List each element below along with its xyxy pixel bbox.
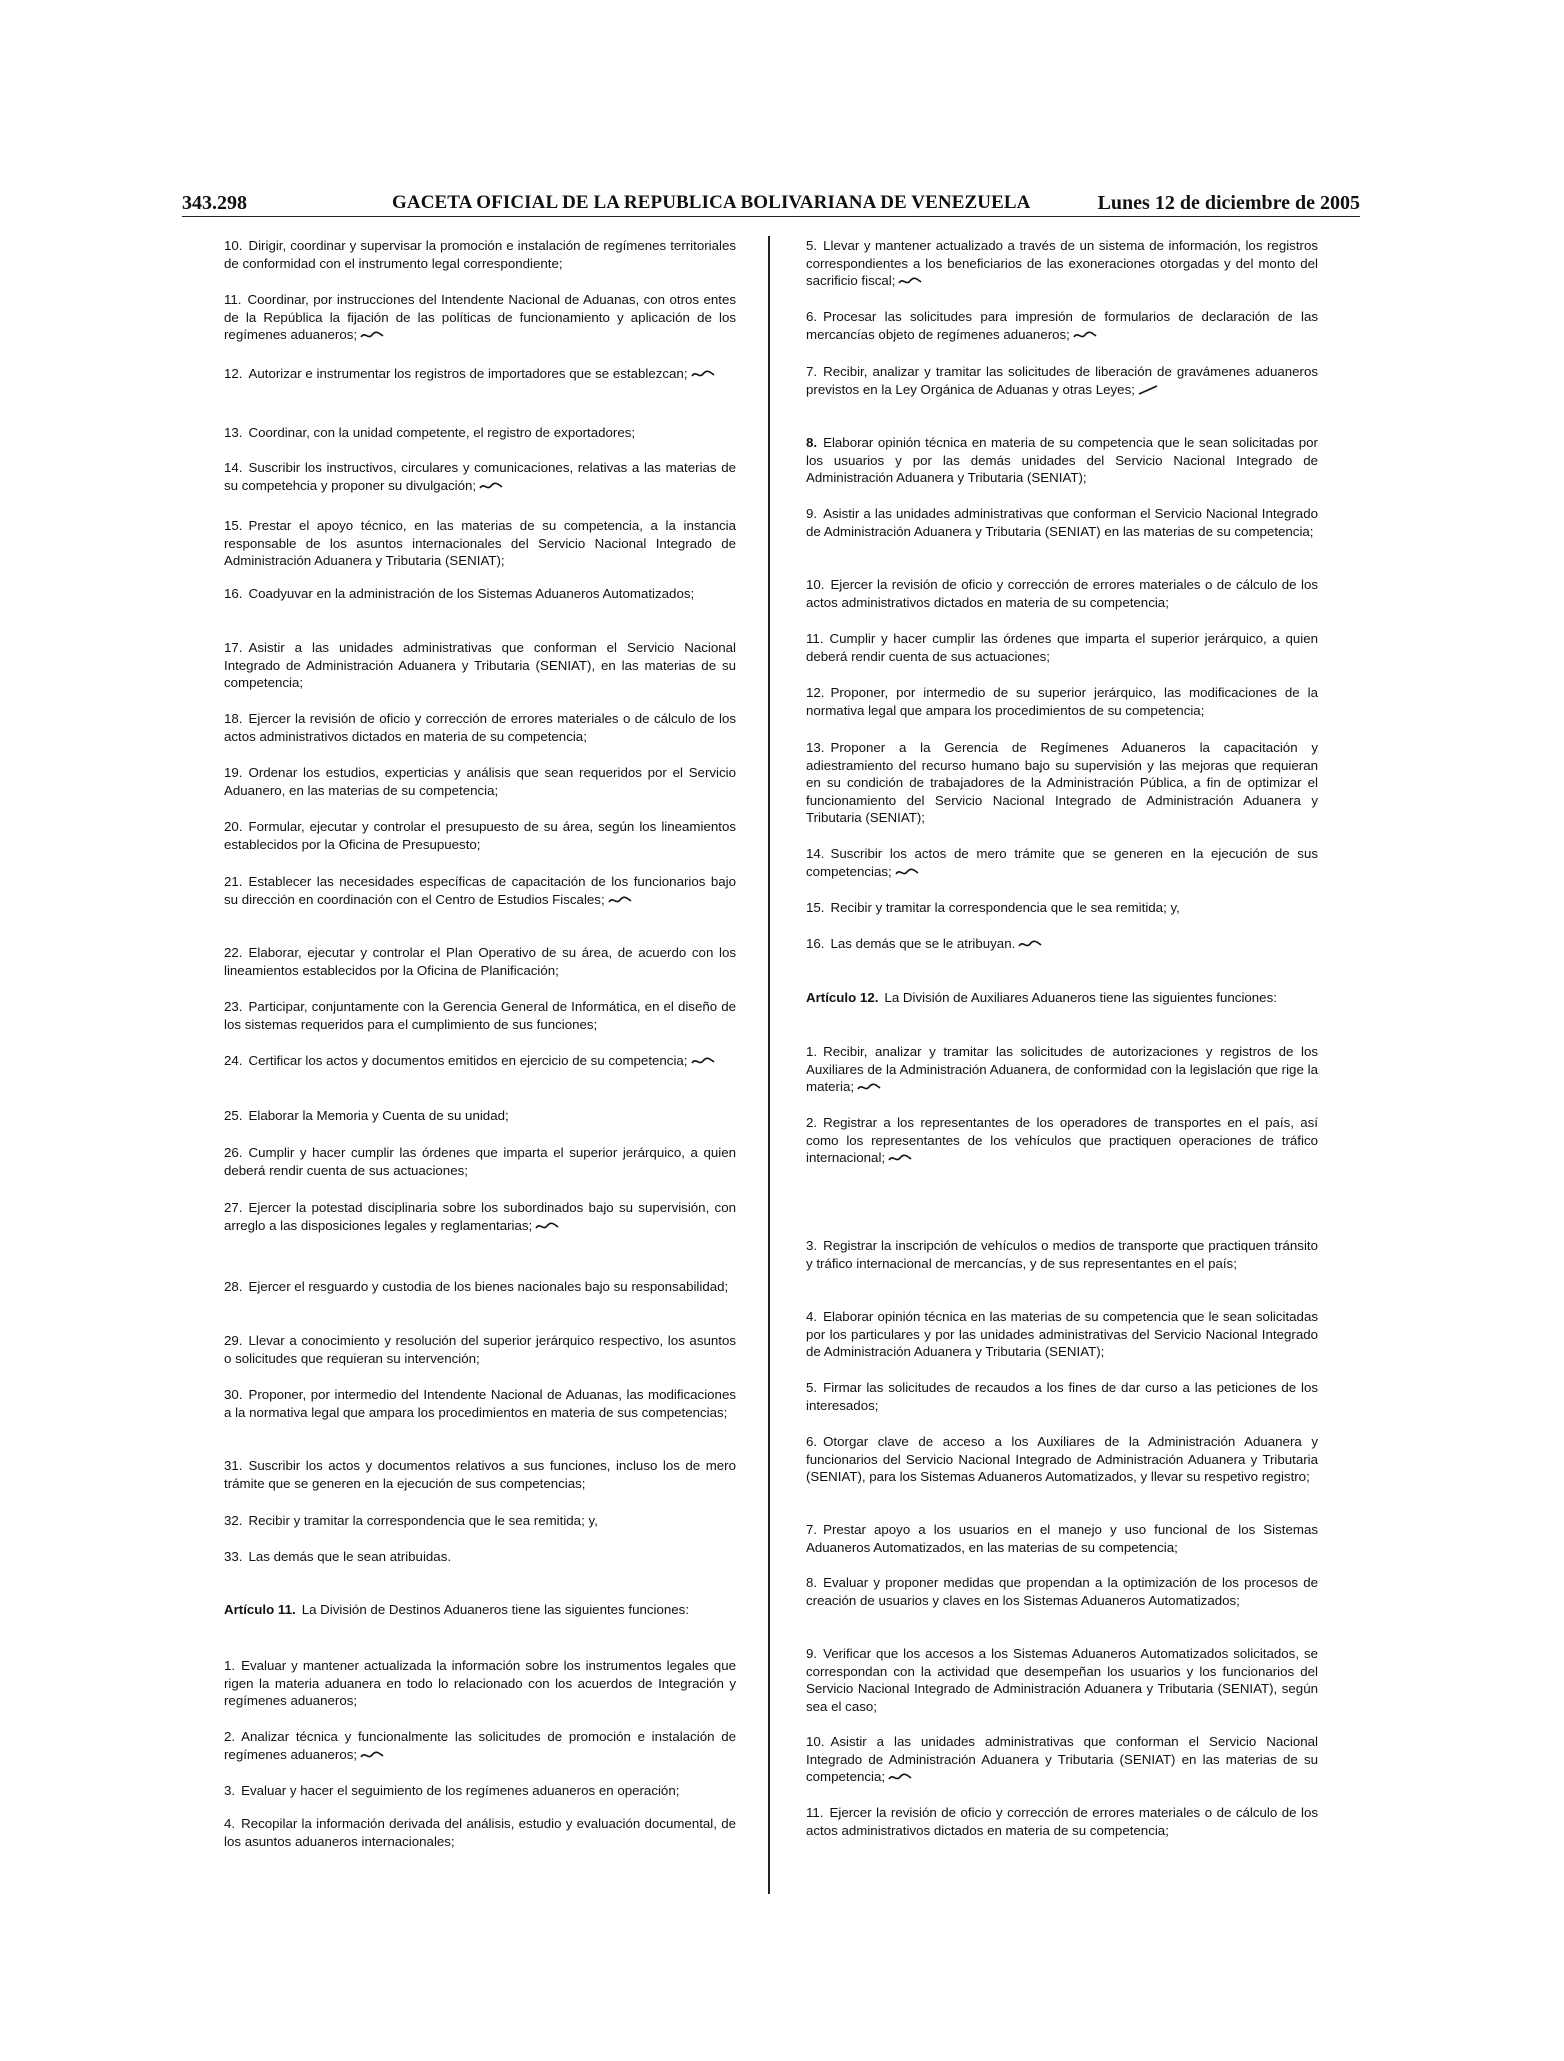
- list-item: 8. Elaborar opinión técnica en materia de su competencia que le sean solicitadas por los usuarios y por las demás unidades del Servicio Nacional Integrado de Administración Aduanera y Tributaria (SENIAT);: [806, 435, 1318, 485]
- initials-mark: [894, 866, 920, 878]
- list-item: 12. Proponer, por intermedio de su superior jerárquico, las modificaciones de la normativa legal que ampara los procedimientos de su competencia;: [806, 685, 1318, 718]
- initials-mark: [1072, 329, 1098, 341]
- list-item: 6. Otorgar clave de acceso a los Auxiliares de la Administración Aduanera y funcionarios del Servicio Nacional Integrado de Administración Aduanera y Tributaria (SENIAT), para los Sistemas Aduaneros Automatizados, y llevar su respetivo registro;: [806, 1434, 1318, 1484]
- publication-title: GACETA OFICIAL DE LA REPUBLICA BOLIVARIANA DE VENEZUELA: [392, 192, 1031, 213]
- initials-mark: [887, 1152, 913, 1164]
- list-item: 1. Recibir, analizar y tramitar las solicitudes de autorizaciones y registros de los Auxiliares de la Administración Aduanera, de conformidad con la legislación que rige la materia;: [806, 1044, 1318, 1094]
- publication-date: Lunes 12 de diciembre de 2005: [1097, 192, 1360, 214]
- initials-mark: [478, 480, 504, 492]
- list-item: 16. Las demás que se le atribuyan.: [806, 935, 1318, 953]
- list-item: 3. Registrar la inscripción de vehículos o medios de transporte que practiquen tránsito y tráfico internacional de mercancías, y de sus representantes en el país;: [806, 1238, 1318, 1271]
- list-item: 13. Proponer a la Gerencia de Regímenes Aduaneros la capacitación y adiestramiento del recurso humano bajo su supervisión y las mejoras que requieran en su condición de trabajadores de la Administración Pública, a fin de optimizar el funcionamiento del Servicio Nacional Integrado de Administración Aduanera y Tributaria (SENIAT);: [806, 740, 1318, 825]
- list-item: 19. Ordenar los estudios, experticias y análisis que sean requeridos por el Servicio Aduanero, en las materias de su competencia;: [224, 765, 736, 798]
- list-item: 28. Ejercer el resguardo y custodia de los bienes nacionales bajo su responsabilidad;: [224, 1279, 729, 1294]
- page-header: [182, 192, 1360, 218]
- list-item: 2. Registrar a los representantes de los operadores de transportes en el país, así como los representantes de los vehículos que practiquen operaciones de tráfico internacional;: [806, 1115, 1318, 1165]
- list-item: 11. Coordinar, por instrucciones del Intendente Nacional de Aduanas, con otros entes de la República la fijación de las políticas de funcionamiento y aplicación de los regímenes aduaneros;: [224, 292, 736, 342]
- list-item: 4. Recopilar la información derivada del análisis, estudio y evaluación documental, de los asuntos aduaneros internacionales;: [224, 1816, 736, 1849]
- list-item: 4. Elaborar opinión técnica en las materias de su competencia que le sean solicitadas por los particulares y por las unidades administrativas del Servicio Nacional Integrado de Administración Aduanera y Tributaria (SENIAT);: [806, 1309, 1318, 1359]
- list-item: 15. Prestar el apoyo técnico, en las materias de su competencia, a la instancia responsable de los asuntos internacionales del Servicio Nacional Integrado de Administración Aduanera y Tributaria (SENIAT);: [224, 518, 736, 568]
- list-item: 21. Establecer las necesidades específicas de capacitación de los funcionarios bajo su dirección en coordinación con el Centro de Estudios Fiscales;: [224, 874, 736, 907]
- column-divider: [768, 236, 770, 1894]
- list-item: 33. Las demás que le sean atribuidas.: [224, 1549, 452, 1564]
- initials-mark: [897, 275, 923, 287]
- list-item: 17. Asistir a las unidades administrativas que conforman el Servicio Nacional Integrado de Administración Aduanera y Tributaria (SENIAT), en las materias de su competencia;: [224, 640, 736, 690]
- list-item: 31. Suscribir los actos y documentos relativos a sus funciones, incluso los de mero trámite que se generen en la ejecución de sus competencias;: [224, 1458, 736, 1491]
- list-item: 23. Participar, conjuntamente con la Gerencia General de Informática, en el diseño de los sistemas requeridos para el cumplimiento de sus funciones;: [224, 999, 736, 1032]
- list-item: 20. Formular, ejecutar y controlar el presupuesto de su área, según los lineamientos establecidos por la Oficina de Presupuesto;: [224, 819, 736, 852]
- list-item: 29. Llevar a conocimiento y resolución del superior jerárquico respectivo, los asuntos o solicitudes que requieran su intervención;: [224, 1333, 736, 1366]
- list-item: 1. Evaluar y mantener actualizada la información sobre los instrumentos legales que rigen la materia aduanera en todo lo relacionado con los acuerdos de Integración y regímenes aduaneros;: [224, 1658, 736, 1708]
- list-item: 13. Coordinar, con la unidad competente, el registro de exportadores;: [224, 425, 636, 440]
- list-item: 15. Recibir y tramitar la correspondencia que le sea remitida; y,: [806, 900, 1180, 915]
- list-item: 22. Elaborar, ejecutar y controlar el Plan Operativo de su área, de acuerdo con los lineamientos establecidos por la Oficina de Planificación;: [224, 945, 736, 978]
- initials-mark: [1017, 938, 1043, 950]
- list-item: 8. Evaluar y proponer medidas que propendan a la optimización de los procesos de creación de usuarios y claves en los Sistemas Aduaneros Automatizados;: [806, 1575, 1318, 1608]
- list-item: 26. Cumplir y hacer cumplir las órdenes que imparta el superior jerárquico, a quien deberá rendir cuenta de sus actuaciones;: [224, 1145, 736, 1178]
- list-item: 5. Firmar las solicitudes de recaudos a los fines de dar curso a las peticiones de los interesados;: [806, 1380, 1318, 1413]
- initials-mark: [534, 1220, 560, 1232]
- list-item: 11. Cumplir y hacer cumplir las órdenes que imparta el superior jerárquico, a quien deberá rendir cuenta de sus actuaciones;: [806, 631, 1318, 664]
- header-rule: [182, 216, 1360, 217]
- list-item: 2. Analizar técnica y funcionalmente las solicitudes de promoción e instalación de regímenes aduaneros;: [224, 1729, 736, 1762]
- list-item: 7. Prestar apoyo a los usuarios en el manejo y uso funcional de los Sistemas Aduaneros Automatizados, en las materias de su competencia;: [806, 1522, 1318, 1555]
- article-heading: Artículo 11. La División de Destinos Aduaneros tiene las siguientes funciones:: [224, 1602, 690, 1617]
- list-item: 27. Ejercer la potestad disciplinaria sobre los subordinados bajo su supervisión, con arreglo a las disposiciones legales y reglamentarias;: [224, 1200, 736, 1233]
- initials-mark: [359, 1749, 385, 1761]
- article-heading: Artículo 12. La División de Auxiliares Aduaneros tiene las siguientes funciones:: [806, 990, 1277, 1005]
- initials-mark: [887, 1771, 913, 1783]
- initials-mark: [1137, 384, 1163, 396]
- page-number: 343.298: [182, 192, 247, 214]
- list-item: 18. Ejercer la revisión de oficio y corrección de errores materiales o de cálculo de los actos administrativos dictados en materia de su competencia;: [224, 711, 736, 744]
- list-item: 25. Elaborar la Memoria y Cuenta de su unidad;: [224, 1108, 509, 1123]
- list-item: 11. Ejercer la revisión de oficio y corrección de errores materiales o de cálculo de los actos administrativos dictados en materia de su competencia;: [806, 1805, 1318, 1838]
- initials-mark: [690, 1055, 716, 1067]
- initials-mark: [607, 894, 633, 906]
- list-item: 14. Suscribir los actos de mero trámite que se generen en la ejecución de sus competencias;: [806, 846, 1318, 879]
- list-item: 10. Asistir a las unidades administrativas que conforman el Servicio Nacional Integrado de Administración Aduanera y Tributaria (SENIAT) en las materias de su competencia;: [806, 1734, 1318, 1784]
- list-item: 10. Ejercer la revisión de oficio y corrección de errores materiales o de cálculo de los actos administrativos dictados en materia de su competencia;: [806, 577, 1318, 610]
- list-item: 3. Evaluar y hacer el seguimiento de los regímenes aduaneros en operación;: [224, 1783, 680, 1798]
- list-item: 10. Dirigir, coordinar y supervisar la promoción e instalación de regímenes territoriales de conformidad con el instrumento legal correspondiente;: [224, 238, 736, 271]
- list-item: 9. Asistir a las unidades administrativas que conforman el Servicio Nacional Integrado de Administración Aduanera y Tributaria (SENIAT) en las materias de su competencia;: [806, 506, 1318, 539]
- initials-mark: [690, 368, 716, 380]
- list-item: 32. Recibir y tramitar la correspondencia que le sea remitida; y,: [224, 1513, 598, 1528]
- list-item: 5. Llevar y mantener actualizado a través de un sistema de información, los registros correspondientes a los beneficiarios de las exoneraciones otorgadas y del monto del sacrificio fiscal;: [806, 238, 1318, 288]
- list-item: 6. Procesar las solicitudes para impresión de formularios de declaración de las mercancías objeto de regímenes aduaneros;: [806, 309, 1318, 342]
- list-item: 9. Verificar que los accesos a los Sistemas Aduaneros Automatizados solicitados, se correspondan con la actividad que desempeñan los usuarios y los funcionarios del Servicio Nacional Integrado de Administración Aduanera y Tributaria (SENIAT), según sea el caso;: [806, 1646, 1318, 1714]
- list-item: 14. Suscribir los instructivos, circulares y comunicaciones, relativas a las materias de su competehcia y proponer su divulgación;: [224, 460, 736, 493]
- initials-mark: [359, 329, 385, 341]
- initials-mark: [856, 1081, 882, 1093]
- list-item: 24. Certificar los actos y documentos emitidos en ejercicio de su competencia;: [224, 1052, 736, 1070]
- list-item: 12. Autorizar e instrumentar los registros de importadores que se establezcan;: [224, 365, 736, 383]
- list-item: 16. Coadyuvar en la administración de los Sistemas Aduaneros Automatizados;: [224, 586, 695, 601]
- list-item: 7. Recibir, analizar y tramitar las solicitudes de liberación de gravámenes aduaneros previstos en la Ley Orgánica de Aduanas y otras Leyes;: [806, 364, 1318, 397]
- list-item: 30. Proponer, por intermedio del Intendente Nacional de Aduanas, las modificaciones a la normativa legal que ampara los procedimientos en materia de sus competencias;: [224, 1387, 736, 1420]
